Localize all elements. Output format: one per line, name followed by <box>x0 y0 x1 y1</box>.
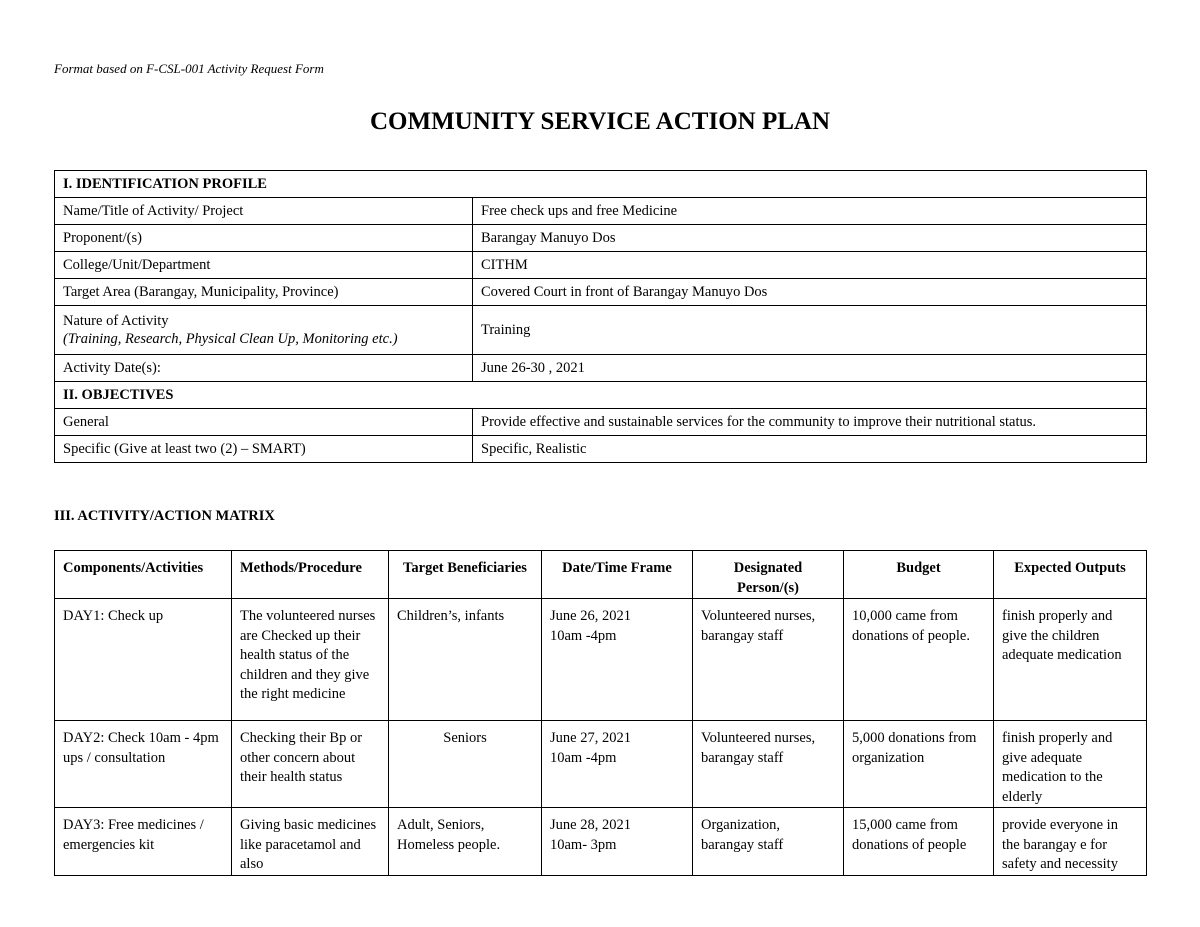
profile-value: Free check ups and free Medicine <box>473 198 1147 225</box>
date-cell <box>542 721 693 808</box>
matrix-header-row <box>55 551 1147 599</box>
table-row <box>55 721 1147 808</box>
profile-label: College/Unit/Department <box>55 252 473 279</box>
objective-label: General <box>55 409 473 436</box>
date-text: June 27, 2021 <box>550 730 631 746</box>
outputs-cell: finish properly and give adequate medication to the elderly <box>994 721 1147 808</box>
column-header: Target Beneficiaries <box>389 551 542 599</box>
profile-value: Training <box>473 306 1147 355</box>
nature-sublabel: (Training, Research, Physical Clean Up, Monitoring etc.) <box>63 331 398 347</box>
objective-value: Provide effective and sustainable services for the community to improve their nutritional status. <box>473 409 1147 436</box>
profile-row <box>55 252 1147 279</box>
persons-cell: Volunteered nurses, barangay staff <box>693 599 844 721</box>
format-note: Format based on F-CSL-001 Activity Request Form <box>54 61 324 76</box>
activity-cell: DAY1: Check up <box>55 599 232 721</box>
beneficiaries-cell: Children’s, infants <box>389 599 542 721</box>
date-text: June 28, 2021 <box>550 817 631 833</box>
time-text: 10am- 3pm <box>550 836 617 853</box>
profile-label <box>55 306 473 355</box>
document-title: COMMUNITY SERVICE ACTION PLAN <box>369 108 831 135</box>
column-header: Budget <box>844 551 994 599</box>
section-row <box>55 382 1147 409</box>
date-cell <box>542 808 693 876</box>
budget-cell: 10,000 came from donations of people. <box>844 599 994 721</box>
objective-value: Specific, Realistic <box>473 436 1147 463</box>
profile-row <box>55 355 1147 382</box>
column-header: Components/Activities <box>55 551 232 599</box>
objective-label: Specific (Give at least two (2) – SMART) <box>55 436 473 463</box>
beneficiaries-cell: Adult, Seniors, Homeless people. <box>389 808 542 876</box>
profile-value: Barangay Manuyo Dos <box>473 225 1147 252</box>
activity-cell: DAY3: Free medicines / emergencies kit <box>55 808 232 876</box>
time-text: 10am -4pm <box>550 627 617 644</box>
profile-row <box>55 198 1147 225</box>
profile-label: Proponent/(s) <box>55 225 473 252</box>
column-header: Methods/Procedure <box>232 551 389 599</box>
action-matrix-table <box>54 550 1147 876</box>
identification-section-label: I. IDENTIFICATION PROFILE <box>55 171 1147 198</box>
nature-label: Nature of Activity <box>63 313 169 329</box>
persons-cell: Volunteered nurses, barangay staff <box>693 721 844 808</box>
method-cell: Checking their Bp or other concern about their health status <box>232 721 389 808</box>
column-header: Designated Person/(s) <box>693 551 844 599</box>
profile-label: Target Area (Barangay, Municipality, Province) <box>55 279 473 306</box>
table-row <box>55 808 1147 876</box>
outputs-cell: provide everyone in the barangay e for safety and necessity <box>994 808 1147 876</box>
method-cell: Giving basic medicines like paracetamol and also <box>232 808 389 876</box>
column-header: Date/Time Frame <box>542 551 693 599</box>
profile-label: Name/Title of Activity/ Project <box>55 198 473 225</box>
date-text: June 26, 2021 <box>550 608 631 624</box>
budget-cell: 15,000 came from donations of people <box>844 808 994 876</box>
activity-cell: DAY2: Check 10am - 4pm ups / consultation <box>55 721 232 808</box>
objectives-section-label: II. OBJECTIVES <box>55 382 1147 409</box>
profile-value: June 26-30 , 2021 <box>473 355 1147 382</box>
objective-row <box>55 409 1147 436</box>
date-cell <box>542 599 693 721</box>
identification-profile-table <box>54 170 1147 463</box>
profile-value: Covered Court in front of Barangay Manuyo Dos <box>473 279 1147 306</box>
time-text: 10am -4pm <box>550 749 617 766</box>
profile-row <box>55 279 1147 306</box>
beneficiaries-cell: Seniors <box>389 721 542 808</box>
matrix-heading: III. ACTIVITY/ACTION MATRIX <box>54 508 275 524</box>
table-row <box>55 599 1147 721</box>
section-row <box>55 171 1147 198</box>
profile-value: CITHM <box>473 252 1147 279</box>
budget-cell: 5,000 donations from organization <box>844 721 994 808</box>
profile-row <box>55 225 1147 252</box>
profile-row <box>55 306 1147 355</box>
column-header: Expected Outputs <box>994 551 1147 599</box>
persons-cell: Organization, barangay staff <box>693 808 844 876</box>
profile-label: Activity Date(s): <box>55 355 473 382</box>
method-cell: The volunteered nurses are Checked up their health status of the children and they give the right medicine <box>232 599 389 721</box>
outputs-cell: finish properly and give the children adequate medication <box>994 599 1147 721</box>
objective-row <box>55 436 1147 463</box>
